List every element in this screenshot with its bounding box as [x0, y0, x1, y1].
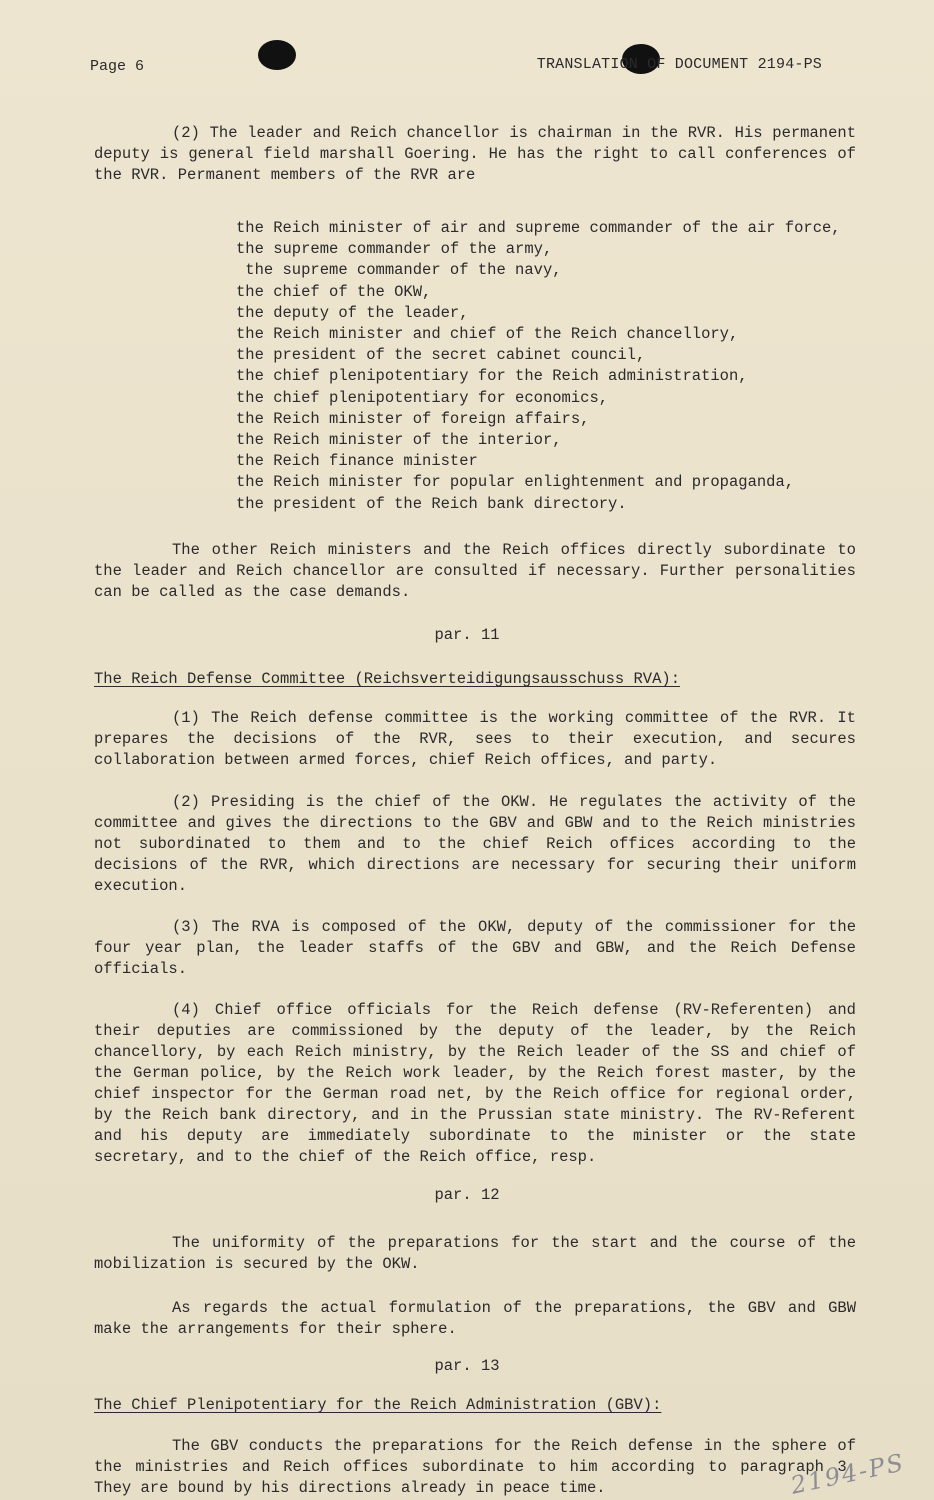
- handwritten-annotation: 2194-PS: [788, 1448, 908, 1500]
- paragraph-rva-1: (1) The Reich defense committee is the working committee of the RVR. It prepares the decisions of the RVR, sees to their execution, and secures collaboration between armed forces, chief Reich offices, and party.: [94, 709, 856, 769]
- list-item: the chief of the OKW,: [236, 282, 432, 301]
- list-item: the supreme commander of the navy,: [236, 261, 562, 280]
- paragraph-label-11: par. 11: [434, 626, 500, 644]
- paragraph-rva-2: (2) Presiding is the chief of the OKW. He regulates the activity of the committee and gives the directions to the GBV and GBW and to the Reich ministries not subordinated to them and to the chief Reich offices according to the decisions of the RVR, which directions are necessary for securing their uniform execution.: [94, 793, 856, 895]
- list-item: the Reich finance minister: [236, 452, 478, 471]
- paragraph-gbv-preparations: The GBV conducts the preparations for the Reich defense in the sphere of the ministries and Reich offices subordinate to him according to paragraph 3. They are bound by his directions already in peace time.: [94, 1437, 856, 1497]
- paragraph-rva-4: (4) Chief office officials for the Reich defense (RV-Referenten) and their deputies are commissioned by the deputy of the leader, by the Reich chancellory, by each Reich ministry, by the Reich leader of the SS and chief of the German police, by the Reich work leader, by the Reich forest master, by the chief inspector for the German road net, by the Reich office for regional order, by the Reich bank directory, and in the Prussian state ministry. The RV-Referent and his deputy are immediately subordinate to the minister or the state secretary, and to the chief of the Reich office, resp.: [94, 1001, 856, 1166]
- list-item: the Reich minister of air and supreme commander of the air force,: [236, 219, 841, 237]
- paragraph-other-ministers: The other Reich ministers and the Reich offices directly subordinate to the leader and Reich chancellor are consulted if necessary. Further personalities can be called as the case demands.: [94, 541, 856, 601]
- list-item: the Reich minister of foreign affairs,: [236, 409, 590, 428]
- paragraph-label-13: par. 13: [434, 1357, 500, 1375]
- heading-reich-defense-committee: The Reich Defense Committee (Reichsverteidigungsausschuss RVA):: [94, 670, 680, 688]
- list-item: the Reich minister and chief of the Reich chancellory,: [236, 325, 739, 344]
- paragraph-rva-3: (3) The RVA is composed of the OKW, deputy of the commissioner for the four year plan, the leader staffs of the GBV and GBW, and the Reich Defense officials.: [94, 918, 856, 978]
- list-item: the president of the Reich bank directory.: [236, 494, 627, 513]
- list-item: the supreme commander of the army,: [236, 240, 553, 259]
- list-item: the Reich minister of the interior,: [236, 431, 562, 450]
- list-item: the president of the secret cabinet council,: [236, 346, 646, 365]
- punch-hole: [258, 40, 296, 70]
- page-number: Page 6: [90, 58, 145, 75]
- heading-chief-plenipotentiary: The Chief Plenipotentiary for the Reich Administration (GBV):: [94, 1396, 662, 1414]
- list-item: the Reich minister for popular enlightenment and propaganda,: [236, 473, 795, 492]
- list-item: the deputy of the leader,: [236, 303, 469, 322]
- paragraph-rvr-chairman: (2) The leader and Reich chancellor is chairman in the RVR. His permanent deputy is general field marshall Goering. He has the right to call conferences of the RVR. Permanent members of the RVR are: [94, 124, 856, 184]
- list-item: the chief plenipotentiary for the Reich administration,: [236, 367, 748, 386]
- paragraph-gbv-gbw-arrangements: As regards the actual formulation of the preparations, the GBV and GBW make the arrangements for their sphere.: [94, 1299, 856, 1338]
- list-item: the chief plenipotentiary for economics,: [236, 388, 609, 407]
- paragraph-mobilization: The uniformity of the preparations for the start and the course of the mobilization is secured by the OKW.: [94, 1234, 856, 1273]
- document-title: TRANSLATION OF DOCUMENT 2194-PS: [536, 56, 822, 73]
- rvr-members-list: [236, 218, 841, 515]
- paragraph-label-12: par. 12: [434, 1186, 500, 1204]
